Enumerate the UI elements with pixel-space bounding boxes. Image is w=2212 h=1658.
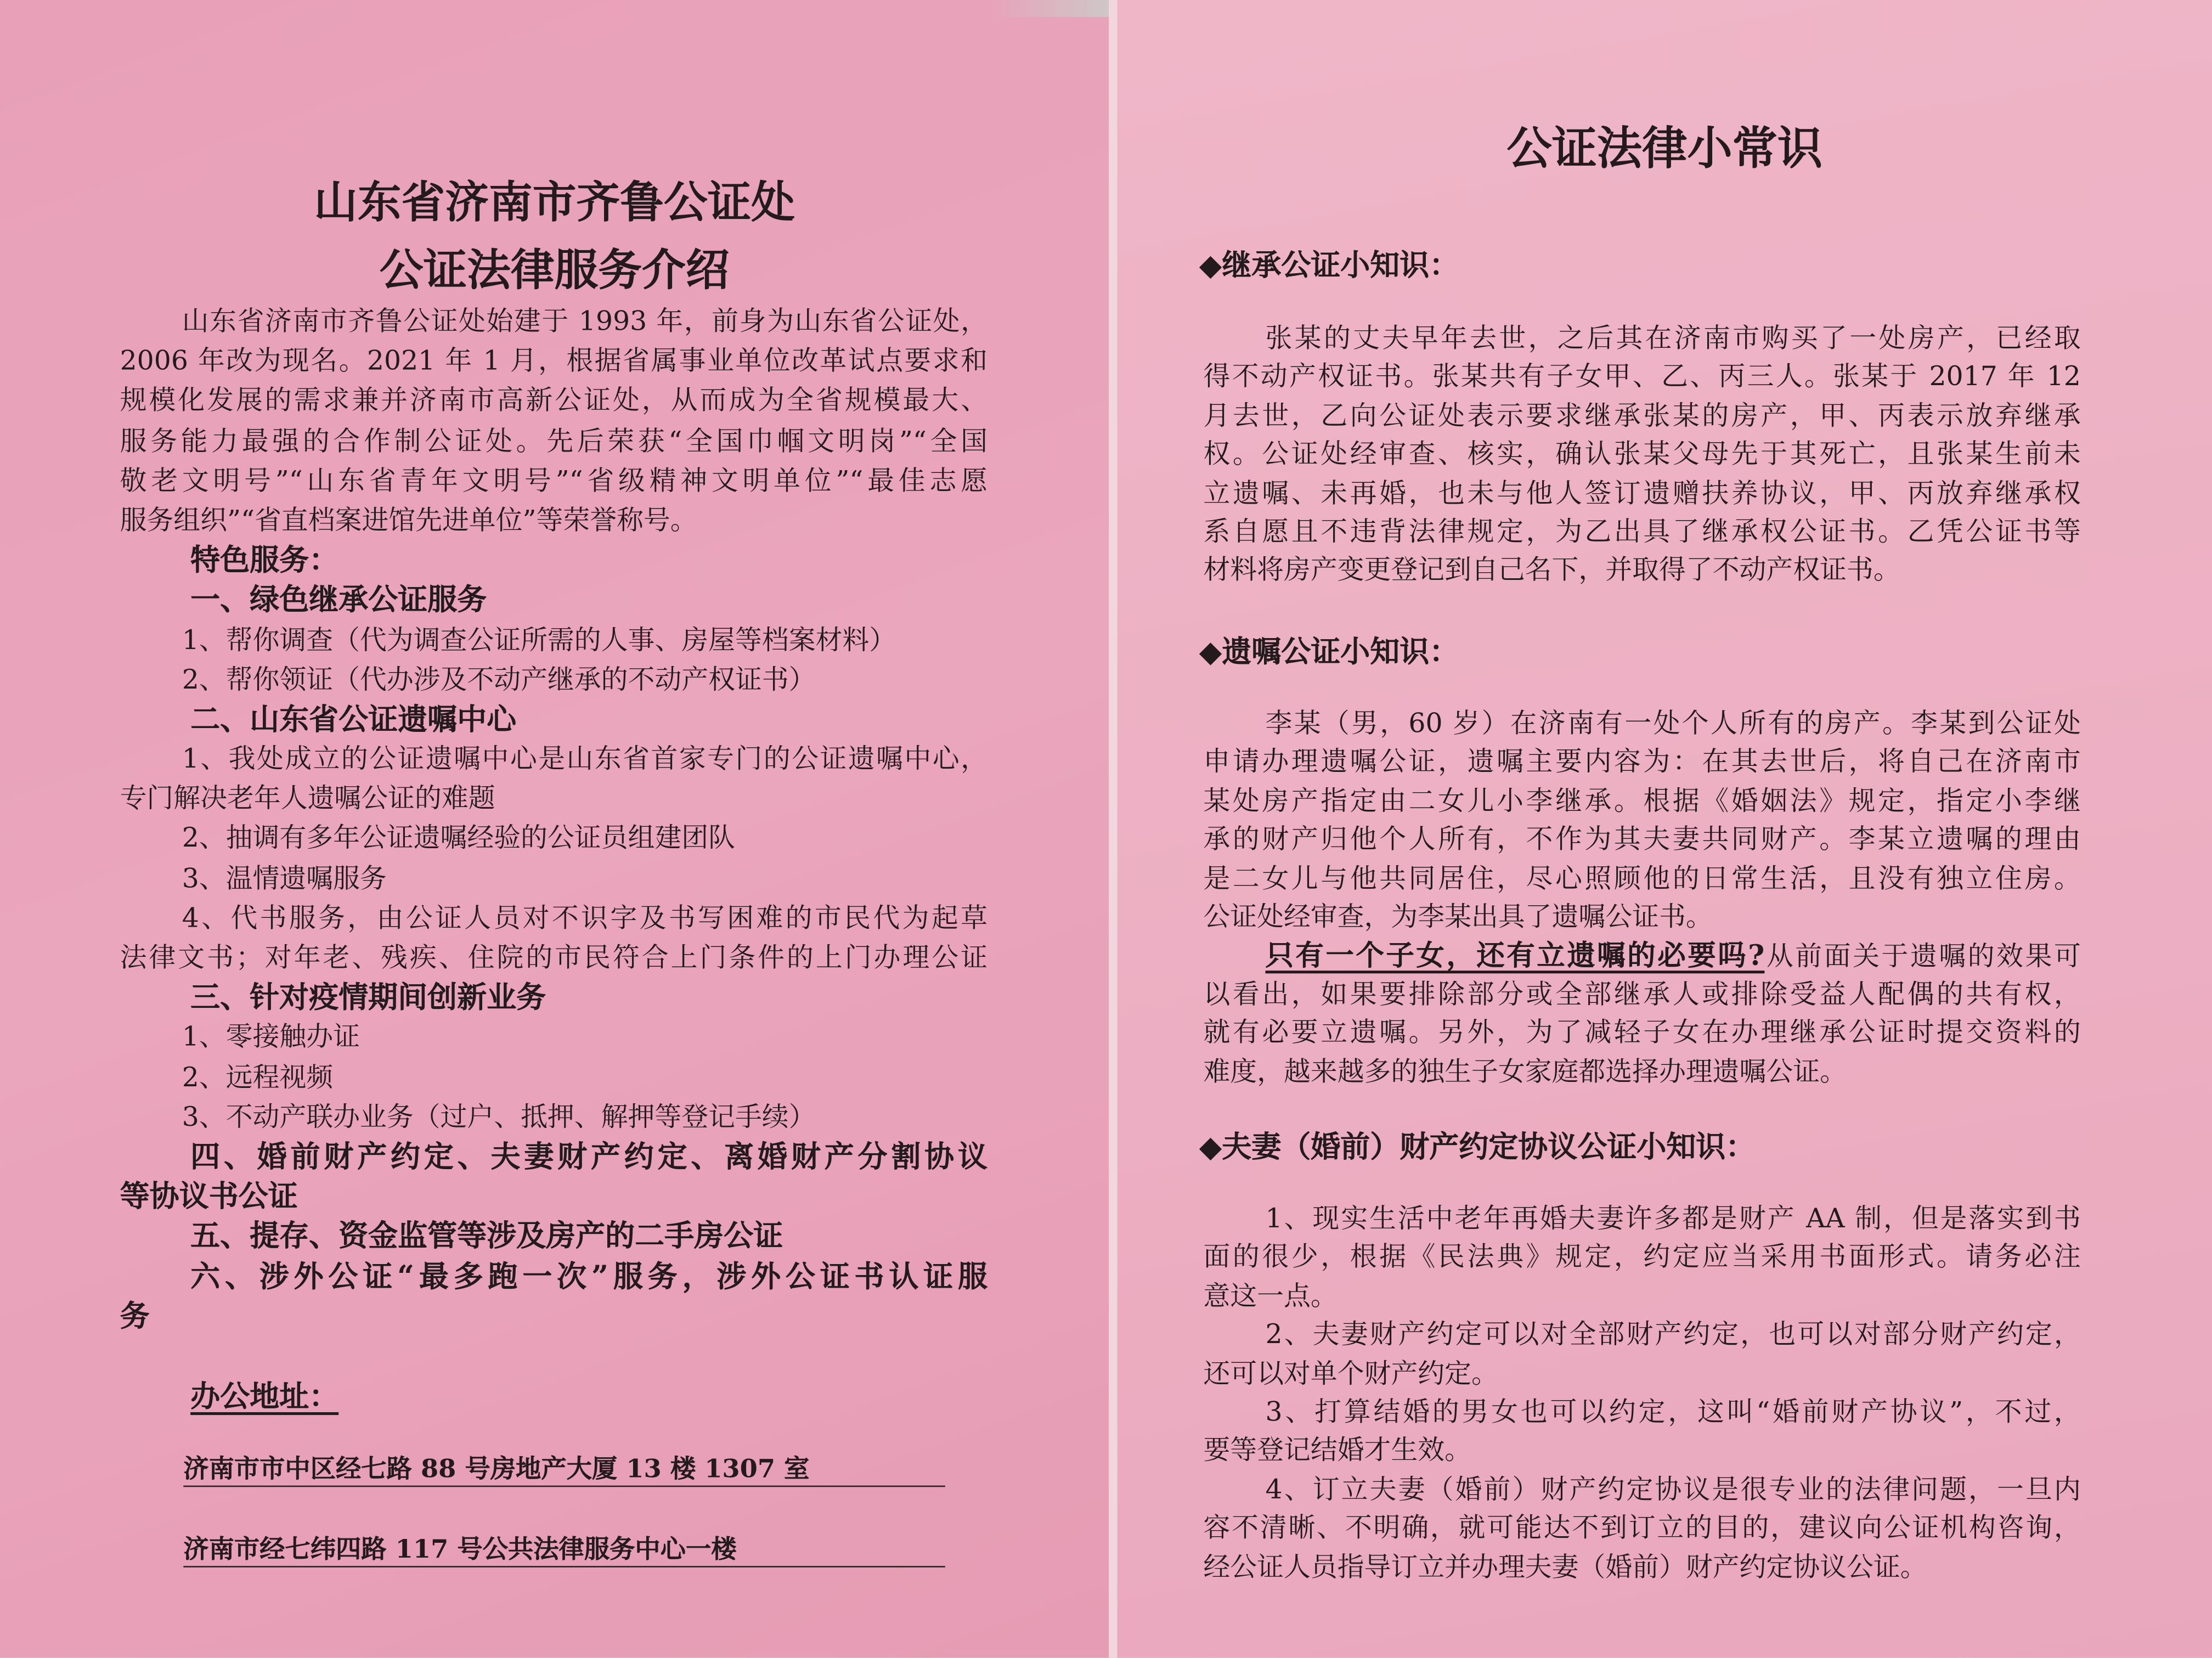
question-after: 从前面关于遗嘱的效果可 [1764,941,2081,973]
body-line: 难度，越来越多的独生子女家庭都选择办理遗嘱公证。 [1203,1056,1847,1087]
body-line: 2、夫妻财产约定可以对全部财产约定，也可以对部分财产约定， [1265,1319,2081,1351]
service-heading: 六、涉外公证“最多跑一次”服务，涉外公证书认证服 [190,1257,988,1293]
body-line: 立遗嘱、未再婚，也未与他人签订遗赠扶养协议，甲、丙放弃继承权 [1203,477,2081,509]
service-heading: 务 [120,1297,150,1333]
body-line: 得不动产权证书。张某共有子女甲、乙、丙三人。张某于 2017 年 12 [1203,362,2081,393]
service-item: 法律文书；对年老、残疾、住院的市民符合上门条件的上门办理公证 [120,942,988,974]
body-line: 经公证人员指导订立并办理夫妻（婚前）财产约定协议公证。 [1203,1551,1927,1582]
body-line: 权。公证处经审查、核实，确认张某父母先于其死亡，且张某生前未 [1203,439,2081,470]
address-line: 济南市经七纬四路 117 号公共法律服务中心一楼 [183,1529,945,1567]
body-line: 承的财产归他个人所有，不作为其夫妻共同财产。李某立遗嘱的理由 [1203,824,2081,855]
service-heading: 二、山东省公证遗嘱中心 [190,701,517,736]
body-line: 意这一点。 [1203,1281,1338,1312]
page-gap [1109,0,1117,1657]
intro-line: 山东省济南市齐鲁公证处始建于 1993 年，前身为山东省公证处， [182,306,988,337]
body-line: 系自愿且不违背法律规定，为乙出具了继承权公证书。乙凭公证书等 [1203,516,2081,548]
service-heading: 三、针对疫情期间创新业务 [190,979,546,1015]
body-line: 面的很少，根据《民法典》规定，约定应当采用书面形式。请务必注 [1203,1242,2081,1273]
body-line: 3、打算结婚的男女也可以约定，这叫“婚前财产协议”，不过， [1265,1396,2081,1428]
service-item: 4、代书服务，由公证人员对不识字及书写困难的市民代为起草 [182,903,988,934]
body-line: 4、订立夫妻（婚前）财产约定协议是很专业的法律问题，一旦内 [1265,1474,2081,1505]
intro-body [120,302,988,1336]
section-heading: ◆继承公证小知识： [1199,246,1459,283]
service-heading: 等协议书公证 [120,1178,298,1214]
intro-line: 服务能力最强的合作制公证处。先后荣获“全国巾帼文明岗”“全国 [120,425,988,457]
service-heading: 一、绿色继承公证服务 [190,582,487,617]
body-line: 李某（男，60 岁）在济南有一处个人所有的房产。李某到公证处 [1265,708,2081,740]
body-line: 以看出，如果要排除部分或全部继承人或排除受益人配偶的共有权， [1203,978,2081,1010]
service-item: 3、温情遗嘱服务 [182,862,387,894]
address-line: 济南市市中区经七路 88 号房地产大厦 13 楼 1307 室 [183,1449,945,1487]
body-line: 材料将房产变更登记到自己名下，并取得了不动产权证书。 [1203,555,1900,586]
marital-body [1203,1200,2080,1587]
intro-line: 敬老文明号”“山东省青年文明号”“省级精神文明单位”“最佳志愿 [120,465,988,497]
service-heading: 五、提存、资金监管等涉及房产的二手房公证 [190,1217,783,1254]
service-item: 1、零接触办证 [182,1022,360,1053]
section-heading: ◆遗嘱公证小知识： [1199,633,1459,669]
body-line: 要等登记结婚才生效。 [1203,1435,1472,1467]
question-line [1203,937,2080,975]
body-line: 月去世，乙向公证处表示要求继承张某的房产，甲、丙表示放弃继承 [1203,400,2081,432]
inherit-body [1203,320,2080,591]
right-title: 公证法律小常识 [1506,121,1823,175]
body-line: 某处房产指定由二女儿小李继承。根据《婚姻法》规定，指定小李继 [1203,785,2081,817]
service-item: 1、我处成立的公证遗嘱中心是山东省首家专门的公证遗嘱中心， [182,743,988,775]
body-line: 还可以对单个财产约定。 [1203,1358,1498,1389]
intro-line: 服务组织”“省直档案进馆先进单位”等荣誉称号。 [120,505,697,536]
service-item: 2、远程视频 [182,1062,334,1093]
address-heading: 办公地址： [190,1378,339,1414]
body-line: 公证处经审查，为李某出具了遗嘱公证书。 [1203,901,1713,933]
question-text: 只有一个子女，还有立遗嘱的必要吗? [1265,938,1765,973]
body-line: 就有必要立遗嘱。另外，为了减轻子女在办理继承公证时提交资料的 [1203,1017,2081,1048]
intro-line: 2006 年改为现名。2021 年 1 月，根据省属事业单位改革试点要求和 [120,346,988,377]
section-heading: ◆夫妻（婚前）财产约定协议公证小知识： [1199,1129,1756,1164]
title-line1: 山东省济南市齐鲁公证处 [314,177,795,229]
will-body [1203,706,2080,1092]
service-item: 2、帮你领证（代办涉及不动产继承的不动产权证书） [182,664,816,695]
body-line: 是二女儿与他共同居住，尽心照顾他的日常生活，且没有独立住房。 [1203,862,2081,894]
service-heading: 四、婚前财产约定、夫妻财产约定、离婚财产分割协议 [190,1138,988,1174]
service-item: 2、抽调有多年公证遗嘱经验的公证员组建团队 [182,823,735,854]
service-item: 1、帮你调查（代为调查公证所需的人事、房屋等档案材料） [182,624,896,656]
body-line: 张某的丈夫早年去世，之后其在济南市购买了一处房产，已经取 [1265,323,2081,354]
service-item: 3、不动产联办业务（过户、抵押、解押等登记手续） [182,1101,816,1133]
title-line2: 公证法律服务介绍 [379,245,730,296]
body-line: 容不清晰、不明确，就可能达不到订立的目的，建议向公证机构咨询， [1203,1512,2081,1544]
services-heading: 特色服务： [190,542,339,578]
service-item: 专门解决老年人遗嘱公证的难题 [120,783,495,815]
body-line: 申请办理遗嘱公证，遗嘱主要内容为：在其去世后，将自己在济南市 [1203,747,2081,778]
background-corner [988,0,1109,17]
intro-line: 规模化发展的需求兼并济南市高新公证处，从而成为全省规模最大、 [120,385,988,417]
right-page [1118,0,2212,1657]
body-line: 1、现实生活中老年再婚夫妻许多都是财产 AA 制，但是落实到书 [1265,1203,2081,1234]
